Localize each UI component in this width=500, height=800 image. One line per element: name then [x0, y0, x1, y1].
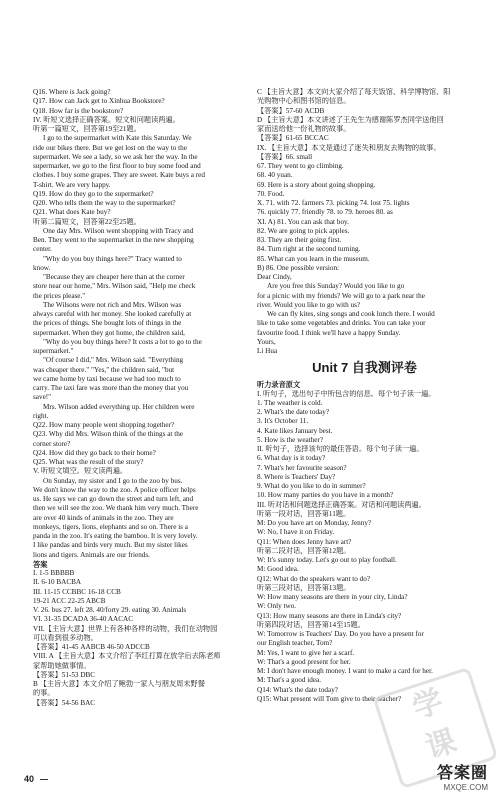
watermark-stamp: 学 课: [373, 667, 499, 790]
right-text-line: D 【主旨大意】本文讲述了王先生为感谢陈罗杰同学送他回: [257, 115, 444, 124]
left-text-line: Q22. How many people went shopping together?: [33, 421, 175, 429]
right-text-line: our English teacher, Tom?: [257, 639, 333, 648]
page-number: 40: [24, 774, 35, 784]
right-text-line: 83. They are their going first.: [257, 236, 342, 244]
left-text-line: right.: [33, 411, 49, 420]
right-text-line: favourite food. I think we'll have a happy Sunday.: [257, 328, 401, 337]
left-text-line: B 【主旨大意】本文介绍了鲍勃一家人与朋友周末野餐: [33, 680, 205, 688]
right-text-line: for a picnic with my friends? We will go to a park near the: [257, 291, 425, 300]
corner-logo: [437, 760, 488, 792]
right-text-line: III. 听对话和问题选择正确答案。对话和问题读两遍。: [257, 500, 426, 509]
right-text-line: 8. Where is Teachers' Day?: [257, 472, 336, 481]
left-text-line: VII.【主旨大意】世界上有各种各样的动物，我们在动物园: [33, 624, 218, 633]
right-text-line: 【答案】61-65 BCCAC: [257, 134, 329, 143]
right-text-line: W: That's a good present for her.: [257, 657, 351, 666]
right-text-line: Yours,: [257, 337, 276, 346]
right-text-line: W: How many seasons are there in your city, Linda?: [257, 593, 408, 601]
left-text-line: Q21. What does Kate buy?: [33, 208, 111, 217]
left-text-line: Mrs. Wilson added everything up. Her children were: [43, 402, 195, 411]
left-text-line: "Why do you buy things here? It costs a lot to go to the: [43, 337, 202, 346]
right-text-line: 69. Here is a story about going shopping.: [257, 180, 376, 189]
corner-logo-text: 答案圈: [436, 765, 488, 782]
left-text-line: III. 11-15 CCBBC 16-18 CCB: [33, 587, 121, 596]
right-text-line: M: Do you have art on Monday, Jenny?: [257, 519, 372, 527]
right-text-line: 家而送给他一份礼物的故事。: [257, 125, 351, 133]
right-text-line: 听第二段对话，回答第12题。: [257, 546, 351, 555]
left-text-line: One day Mrs. Wilson went shopping with Tracy and: [43, 226, 194, 235]
right-text-line: W: Tomorrow is Teachers' Day. Do you have a present for: [257, 630, 424, 638]
right-text-line: Q14: What's the date today?: [257, 685, 338, 694]
right-text-line: 6. What day is it today?: [257, 454, 326, 463]
left-text-line: Q20. Who tells them the way to the supermarket?: [33, 199, 176, 207]
right-text-line: river. Would you like to go with us?: [257, 300, 361, 309]
right-text-line: XI. A) 81. You can ask that boy.: [257, 217, 349, 226]
left-text-line: carry. The taxi fare was more than the money that you: [33, 384, 189, 392]
corner-logo-url: MXQE.COM: [443, 783, 488, 792]
left-column: [33, 88, 245, 708]
left-text-line: Ben. They went to the supermarket in the new shopping: [33, 236, 194, 244]
left-text-line: On Sunday, my sister and I go to the zoo by bus.: [43, 476, 183, 485]
left-text-line: panda in the zoo. It's eating the bamboo. It is very lovely.: [33, 532, 198, 540]
left-text-line: Q24. How did they go back to their home?: [33, 448, 156, 457]
left-text-line: always careful with her money. She looked carefully at: [33, 310, 192, 318]
left-text-line: 【答案】54-56 BAC: [33, 698, 96, 707]
left-text-line: The Wilsons were not rich and Mrs. Wilson was: [43, 300, 182, 309]
left-text-line: Q23. Why did Mrs. Wilson think of the things at the: [33, 430, 183, 439]
left-text-line: us. He says we can go down the street and turn left, and: [33, 495, 194, 503]
right-text-line: 听第四段对话，回答第14至15题。: [257, 620, 365, 629]
right-text-line: 光购物中心和图书馆的信息。: [257, 97, 351, 106]
left-text-line: know.: [33, 263, 51, 272]
right-text-line: 76. quickly 77. friendly 78. to 79. heroes 80. as: [257, 208, 393, 217]
left-text-line: We don't know the way to the zoo. A police officer helps: [33, 485, 196, 494]
right-text-line: W: It's sunny today. Let's go out to play football.: [257, 556, 397, 564]
right-text-line: M: That's a good idea.: [257, 676, 322, 685]
right-text-line: 1. The weather is cold.: [257, 398, 323, 407]
right-text-line: like to take some vegetables and drinks. You can take your: [257, 319, 426, 328]
right-text-line: Q13: How many seasons are there in Linda's city?: [257, 611, 402, 620]
left-text-line: V. 26. bus 27. left 28. 40/forty 29. eating 30. Animals: [33, 606, 187, 614]
left-text-line: "Of course I did," Mrs. Wilson said. "Everything: [43, 356, 184, 365]
left-text-line: Q16. Where is Jack going?: [33, 88, 111, 96]
left-text-line: 【答案】51-53 DBC: [33, 670, 96, 679]
right-text-line: 【答案】57-60 ACDB: [257, 106, 325, 115]
left-text-line: then we will see the zoo. We thank him very much. There: [33, 504, 199, 513]
left-text-line: T-shirt. We are very happy.: [33, 180, 111, 189]
left-text-line: ride our bikes there. But we get lost on the way to the: [33, 143, 187, 152]
left-text-line: corner store?: [33, 439, 71, 448]
left-text-line: VI. 31-35 DCADA 36-40 AACAC: [33, 615, 134, 624]
left-text-line: are over 40 kinds of animals in the zoo. They are: [33, 513, 174, 522]
right-text-line: M: Good idea.: [257, 565, 299, 574]
left-text-line: 【答案】41-45 AABCB 46-50 ADCCB: [33, 643, 150, 651]
unit-title: Unit 7 自我测评卷: [312, 360, 417, 376]
right-text-line: 听第三段对话，回答第13题。: [257, 583, 351, 592]
left-text-line: V. 听短文填空。短文读两遍。: [33, 467, 128, 476]
right-text-line: 85. What can you learn in the museum.: [257, 254, 370, 263]
right-text-line: 【答案】66. small: [257, 152, 313, 161]
right-column: [257, 88, 472, 704]
left-text-line: was cheaper there." "Yes," the children said, "but: [33, 365, 175, 374]
right-text-line: I. 听句子，选出句子中所包含的信息。每个句子读一遍。: [257, 389, 436, 398]
left-text-line: 19-21 ACC 22-25 ABCB: [33, 596, 106, 605]
right-text-line: B) 86. One possible version:: [257, 263, 340, 272]
left-text-line: supermarket. We see a lady, so we ask her the way. In the: [33, 152, 198, 161]
left-text-line: supermarket.": [33, 347, 74, 355]
right-text-line: 67. They went to go climbing.: [257, 162, 344, 170]
right-text-line: 70. Food.: [257, 189, 285, 198]
left-text-line: monkeys, tigers, lions, elephants and so on. There is a: [33, 522, 188, 531]
right-text-line: Li Hua: [257, 347, 278, 355]
right-text-line: Dear Cindy,: [257, 273, 292, 281]
left-text-line: clothes. I buy some grapes. They are sweet. Kate buys a red: [33, 171, 205, 180]
right-text-line: 3. It's October 11.: [257, 417, 309, 426]
left-text-line: 听第二篇短文，回答第22至25题。: [33, 217, 141, 226]
left-text-line: the prices please.": [33, 291, 86, 300]
left-text-line: 家帮助她做事情。: [33, 661, 91, 670]
left-text-line: 听第一篇短文，回答第19至21题。: [33, 125, 141, 133]
left-text-line: VIII. A 【主旨大意】本文介绍了李红打算在放学后去陈老师: [33, 652, 221, 661]
right-text-line: 10. How many parties do you have in a month?: [257, 491, 394, 500]
left-text-line: IV. 听短文选择正确答案。短文和问题读两遍。: [33, 115, 180, 124]
left-text-line: the prices of things. She bought lots of things in the: [33, 319, 182, 328]
left-text-line: we came home by taxi because we had too much to: [33, 374, 181, 383]
right-text-line: 2. What's the date today?: [257, 408, 330, 416]
left-text-line: supermarket. When they got home, the children said,: [33, 328, 185, 337]
left-text-line: lions and tigers. Animals are our friends.: [33, 550, 150, 559]
right-text-line: Q12: What do the speakers want to do?: [257, 574, 371, 583]
right-text-line: 5. How is the weather?: [257, 435, 324, 444]
right-text-line: Are you free this Sunday? Would you like to go: [267, 282, 405, 291]
left-text-line: "Why do you buy things here?" Tracy wanted to: [43, 254, 182, 263]
left-text-line: Q18. How far is the bookstore?: [33, 106, 124, 115]
left-text-line: Q17. How can Jack get to Xinhua Bookstore?: [33, 97, 165, 106]
right-text-line: M: Yes, I want to give her a scarf.: [257, 648, 355, 657]
left-text-line: I like pandas and birds very much. But my sister likes: [33, 541, 188, 550]
left-text-line: I. 1-5 BBBBB: [33, 569, 75, 577]
right-text-line: W: Only two.: [257, 602, 297, 611]
right-text-line: 听力录音原文: [257, 380, 301, 390]
left-text-line: Q25. What was the result of the story?: [33, 458, 144, 466]
right-text-line: C 【主旨大意】本文向大家介绍了每天饭馆、科学博物馆、阳: [257, 88, 451, 96]
right-text-line: 4. Kate likes January best.: [257, 426, 333, 435]
right-text-line: W: No, I have it on Friday.: [257, 528, 335, 537]
left-text-line: save!": [33, 393, 52, 402]
right-text-line: 听第一段对话，回答第11题。: [257, 509, 351, 518]
right-text-line: 7. What's her favourite season?: [257, 463, 347, 472]
page-number-rule: [40, 779, 48, 780]
left-text-line: "Because they are cheaper here than at the corner: [43, 273, 185, 281]
right-text-line: M: I don't have enough money. I want to make a card for her.: [257, 667, 433, 675]
left-text-line: I go to the supermarket with Kate this Saturday. We: [43, 134, 192, 143]
right-text-line: X. 71. with 72. farmers 73. picking 74. lost 75. lights: [257, 199, 410, 207]
right-text-line: II. 听句子，选择该句的最佳答语。每个句子读一遍。: [257, 445, 424, 453]
right-text-line: Q11: When does Jenny have art?: [257, 537, 352, 546]
left-text-line: Q19. How do they go to the supermarket?: [33, 189, 154, 198]
right-text-line: 9. What do you like to do in summer?: [257, 482, 366, 490]
right-text-line: 84. Turn right at the second turning.: [257, 245, 361, 254]
left-text-line: center.: [33, 245, 52, 254]
right-text-line: 82. We are going to pick apples.: [257, 226, 350, 235]
right-text-line: 68. 40 yuan.: [257, 171, 293, 180]
left-text-line: store near our home," Mrs. Wilson said, "Help me check: [33, 282, 196, 291]
right-text-line: Q15: What present will Tom give to their teacher?: [257, 694, 402, 703]
left-text-line: II. 6-10 BACBA: [33, 578, 82, 587]
left-text-line: 答案: [33, 559, 48, 569]
left-text-line: supermarket, we go to the first floor to buy some food and: [33, 162, 201, 170]
right-text-line: IX. 【主旨大意】本文是通过了迷失和朋友去购物的故事。: [257, 143, 441, 152]
right-text-line: We can fly kites, sing songs and cook lunch there. I would: [267, 310, 435, 318]
left-text-line: 的事。: [33, 689, 55, 698]
left-text-line: 可以看到很多动物。: [33, 633, 98, 642]
